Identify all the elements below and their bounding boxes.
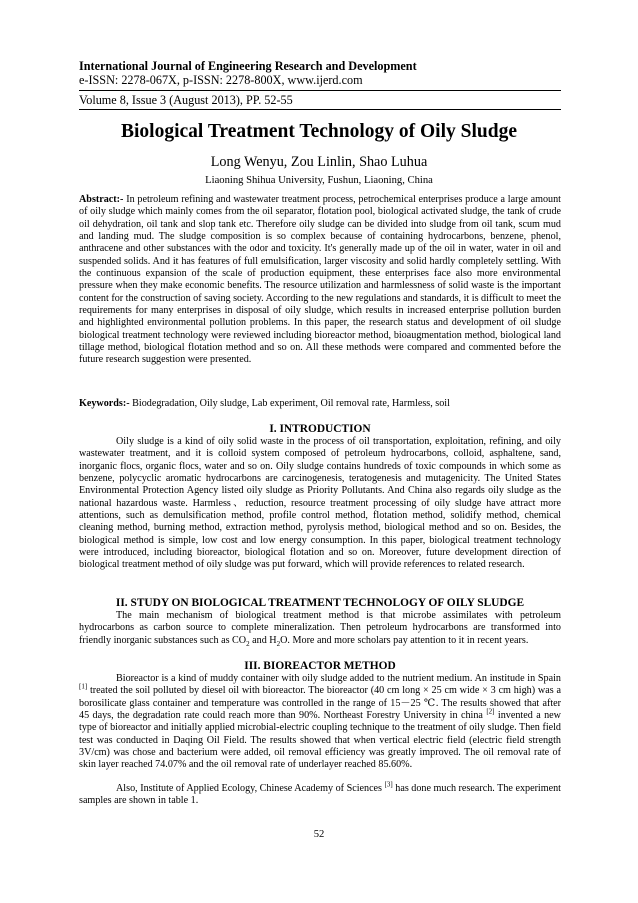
- section-3-text-a: Bioreactor is a kind of muddy container with oily sludge added to the nutrient medium. An institude in Spain: [116, 673, 561, 684]
- section-3-para-2-text-a: Also, Institute of Applied Ecology, Chinese Academy of Sciences: [116, 783, 385, 794]
- abstract-text: In petroleum refining and wastewater treatment process, petrochemical enterprises produce a large amount of oily sludge which mainly comes from the oil separator, flotation pool, biological activated sludge, the tank of crude oil dehydration, oil tank and slop tank etc. Therefore oily sludge can be divided into sludge from oil tank, scum mud and landing mud. The sludge composition is so complex because of containing hydrocarbons, benzene, phenol, anthracene and other substances with the odor and toxicity. It's generally made up of the oil in water, water in oil and suspended solids. And it has features of full emulsification, larger viscosity and solid hardly completely settling. With the continuous expansion of the scale of production equipment, these enterprises face also more environmental pressure when they make economic benefits. The resource utilization and harmlessness of solid waste is the important content for the construction of saving society. According to the new regulations and standards, it is difficult to meet the requirements for many enterprises in disposal of oily sludge, which results in increased enterprise pollution burden and highlighted environmental pollution problems. In this paper, the research status and development of oil sludge biological treatment technology were reviewed including bioreactor method, bioaugmentation method, biological land tillage method, biological flotation method and so on. All these methods were compared and commented before the future research suggestion were presented.: [79, 194, 561, 366]
- header-rule-top: [79, 90, 561, 91]
- keywords-label: Keywords:-: [79, 398, 130, 409]
- keywords: [79, 398, 561, 410]
- section-2-heading: II. STUDY ON BIOLOGICAL TREATMENT TECHNOLOGY OF OILY SLUDGE: [115, 597, 525, 609]
- volume-info: Volume 8, Issue 3 (August 2013), PP. 52-55: [79, 93, 293, 107]
- paper-affiliation: Liaoning Shihua University, Fushun, Liaoning, China: [205, 175, 433, 186]
- citation-1: [1]: [79, 682, 88, 691]
- journal-issn: e-ISSN: 2278-067X, p-ISSN: 2278-800X, www.ijerd.com: [79, 73, 363, 87]
- section-3-para-1: [79, 673, 561, 772]
- section-2-text-a: The main mechanism of biological treatment method is that microbe assimilates with petroleum hydrocarbons as carbon source to complete mineralization. Then petroleum hydrocarbons are transformed into friendly inorganic substances such as CO: [79, 610, 561, 646]
- section-3-para-2: [79, 780, 561, 808]
- section-3-heading: III. BIOREACTOR METHOD: [244, 660, 396, 672]
- section-1-heading: I. INTRODUCTION: [269, 423, 371, 435]
- journal-name: International Journal of Engineering Research and Development: [79, 59, 417, 73]
- citation-3: [3]: [384, 780, 393, 789]
- volume-line: [79, 93, 561, 107]
- paper-title: Biological Treatment Technology of Oily Sludge: [121, 121, 517, 142]
- abstract-label: Abstract:-: [79, 194, 124, 205]
- h2o-subscript: 2: [276, 639, 281, 648]
- page-number: 52: [313, 829, 325, 840]
- section-2-text: [79, 610, 561, 647]
- section-2-text-c: O. More and more scholars pay attention to it in recent years.: [280, 634, 529, 646]
- header-rule-bottom: [79, 109, 561, 110]
- section-2-text-b: and H: [249, 634, 277, 646]
- section-3-para-2-text-b: has done much research. The experiment samples are shown in table 1.: [79, 783, 561, 807]
- abstract: [79, 194, 561, 367]
- citation-2: [2]: [486, 707, 495, 716]
- section-3-text-b: treated the soil polluted by diesel oil with bioreactor. The bioreactor (40 cm long × 25 cm wide × 3 cm high) was a borosilicate glass container and temperature was controlled in the range of 15－25 ℃. The results showed that after 45 days, the degradation rate could reach more than 90%. Northeast Forestry University in china: [79, 685, 561, 722]
- journal-header: [79, 59, 561, 87]
- keywords-text: Biodegradation, Oily sludge, Lab experiment, Oil removal rate, Harmless, soil: [129, 398, 450, 409]
- paper-authors: Long Wenyu, Zou Linlin, Shao Luhua: [210, 154, 428, 170]
- section-1-text: Oily sludge is a kind of oily solid waste in the process of oil transportation, exploitation, refining, and oily wastewater treatment, and it is colloid system composed of petroleum hydrocarbons, colloid, asphaltene, sand, inorganic flocs, organic flocs, water and so on. Oily sludge contains hundreds of toxic compounds in which some as benzene, polycyclic aromatic hydrocarbons are carcinogenesis, teratogenesis and mutagenicity. The United States Environmental Protection Agency listed oily sludge as Priority Pollutants. And China also regards oily sludge as the national hazardous waste. Harmless、reduction, resource treatment processing of oily sludge have attract more attentions, such as demulsification method, profile control method, flotation method, solidify method, chemical cleaning method, burning method, extraction method, pyrolysis method, biological method and so on. Besides, the biological method is simple, low cost and low energy consumption. In this paper, biological treatment technology were introduced, including bioreactor, biological flotation and so on. Moreover, future development direction of biological treatment method of oily sludge was put forward, which will provide references to related research.: [79, 436, 561, 571]
- section-3-text-c: invented a new type of bioreactor and initially applied microbial-electric coupling technique to the treatment of oily sludge. Then field test was conducted in Daqing Oil Field. The results showed that when vertical electric field (electric field strength 3V/cm) was chose and bacterium were added, oil removal efficiency was greatly improved. The oil removal rate of skin layer reached 74.07% and the oil removal rate of underlayer reached 85.60%.: [79, 710, 561, 771]
- co2-subscript: 2: [246, 639, 250, 648]
